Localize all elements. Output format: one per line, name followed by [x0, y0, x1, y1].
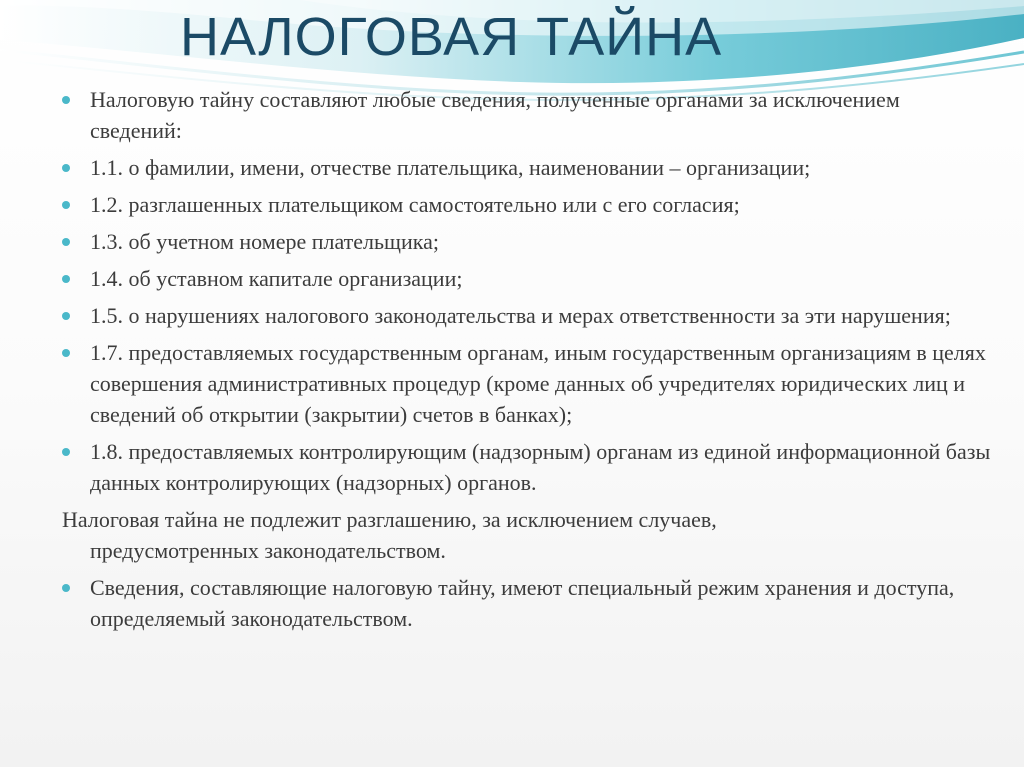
list-item: 1.2. разглашенных плательщиком самостоятельно или с его согласия;	[62, 189, 992, 220]
slide-content	[62, 84, 992, 640]
list-item: 1.7. предоставляемых государственным органам, иным государственным организациям в целях совершения административных процедур (кроме данных об учредителях юридических лиц и сведений об открытии (закрытии) счетов в банках);	[62, 337, 992, 430]
slide-title: НАЛОГОВАЯ ТАЙНА	[180, 7, 723, 67]
paragraph	[62, 504, 992, 566]
bullet-dot-icon	[62, 275, 70, 283]
list-item: 1.4. об уставном капитале организации;	[62, 263, 992, 294]
bullet-dot-icon	[62, 201, 70, 209]
list-item: 1.5. о нарушениях налогового законодательства и мерах ответственности за эти нарушения;	[62, 300, 992, 331]
paragraph-line: Налоговая тайна не подлежит разглашению, за исключением случаев,	[62, 507, 717, 532]
bullet-dot-icon	[62, 238, 70, 246]
list-item: 1.3. об учетном номере плательщика;	[62, 226, 992, 257]
bullet-dot-icon	[62, 349, 70, 357]
bullet-dot-icon	[62, 164, 70, 172]
list-item: 1.8. предоставляемых контролирующим (надзорным) органам из единой информационной базы данных контролирующих (надзорных) органов.	[62, 436, 992, 498]
bullet-dot-icon	[62, 448, 70, 456]
paragraph-line: предусмотренных законодательством.	[90, 538, 446, 563]
bullet-dot-icon	[62, 584, 70, 592]
list-item: 1.1. о фамилии, имени, отчестве плательщика, наименовании – организации;	[62, 152, 992, 183]
bullet-dot-icon	[62, 96, 70, 104]
list-item: Сведения, составляющие налоговую тайну, имеют специальный режим хранения и доступа, определяемый законодательством.	[62, 572, 992, 634]
bullet-dot-icon	[62, 312, 70, 320]
list-item: Налоговую тайну составляют любые сведения, полученные органами за исключением сведений:	[62, 84, 992, 146]
